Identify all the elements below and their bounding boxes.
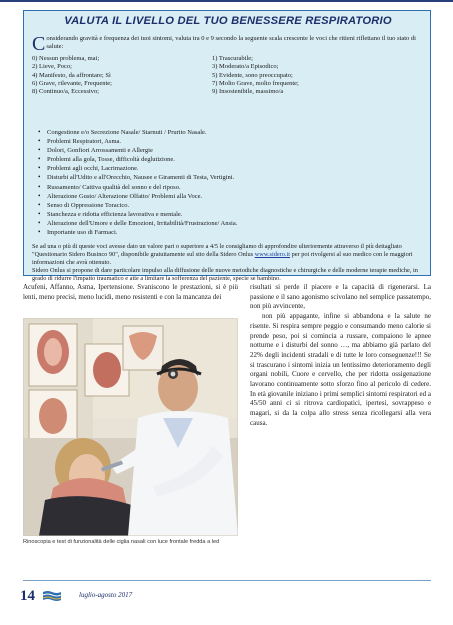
symptom-list xyxy=(38,128,423,237)
scale-item: 2) Lieve, Poco; xyxy=(32,63,72,71)
symptom-item: • Importante uso di Farmaci. xyxy=(38,228,423,237)
photo-illustration xyxy=(23,318,238,536)
footer-rule xyxy=(23,580,431,581)
symptom-item: • Senso di Oppressione Toracico. xyxy=(38,201,423,210)
body-paragraph: non più appagante, infine si abbandona e la salute ne risente. Si respira sempre peggio e consumando meno calorie si prende peso, poi si comincia a russare, compaiono le apnee notturne e i disturbi del sonno …, ma abbiamo già parlato del 22% degli incidenti stradali e di tutte le loro conseguenze!!! Se si trascurano i sintomi inizia un lentissimo deterioramento degli organi nobili, Cuore e cervello, che per ridotta ossigenazione lavorano continuamente sotto sforzo fino al pericolo di cedere. In età giovanile iniziano i primi semplici sintomi respiratori ed a 45/50 anni ci si ritrova cardiopatici, ipertesi, sovrappeso e magari, si da la colpa allo stress senza ricollegarsi alla vera causa. xyxy=(250,312,431,427)
symptom-item: • Alterazione dell'Umore e delle Emozioni, Irritabilità/Frustrazione/ Ansia. xyxy=(38,219,423,228)
photo-caption: Rinoscopia e test di funzionalità delle ciglia nasali con luce frontale fredda a led xyxy=(23,539,220,545)
intro-text: onsiderando gravità e frequenza dei tuoi sintomi, valuta tra 0 e 9 secondo la seguente scala crescente le voci che ritieni riflettano il tuo stato di salute: xyxy=(46,35,416,51)
scale-item: 5) Evidente, sono preoccupato; xyxy=(212,71,293,79)
scale-item: 3) Moderato/a Episodico; xyxy=(212,63,279,71)
page-number: 14 xyxy=(20,588,35,604)
symptom-item: • Disturbi all'Udito e all'Orecchio, Nausee e Giramenti di Testa, Vertigini. xyxy=(38,173,423,182)
top-rule xyxy=(0,0,453,2)
box-intro xyxy=(32,33,424,55)
note-text: per poi rivolgersi al suo medico con le maggiori informazioni che avrà ottenuto. xyxy=(32,250,413,266)
left-column-text xyxy=(23,283,238,302)
sidero-logo-icon xyxy=(42,590,62,602)
sidero-link[interactable]: www.sidero.it xyxy=(254,250,290,258)
symptom-item: • Problemi agli occhi, Lacrimazione. xyxy=(38,164,423,173)
scale-item: 0) Nessun problema, mai; xyxy=(32,55,100,62)
symptom-item: • Problemi alla gola, Tosse, difficoltà deglutizione. xyxy=(38,155,423,164)
box-title: VALUTA IL LIVELLO DEL TUO BENESSERE RESPIRATORIO xyxy=(64,15,392,27)
scale-item: 1) Trascurabile; xyxy=(212,55,253,62)
rhinoscopy-photo xyxy=(23,318,238,536)
symptom-item: • Dolori, Gonfiori Arrossamenti e Allergie xyxy=(38,146,423,155)
body-paragraph: risultati si perde il piacere e la capacità di rigenerarsi. La passione e il sano agonismo scivolano nel semplice passatempo, non più avvincente, xyxy=(250,283,431,311)
note-paragraph: Sidero Onlus si propone di dare particolare impulso alla diffusione delle nuove metodiche diagnostiche e chirurgiche e delle moderne terapie mediche, in grado di ridurre l'impatto traumatico e atte a limitare la sofferenza del paziente, specie se bambino. xyxy=(32,266,418,282)
issue-date: luglio-agosto 2017 xyxy=(79,591,133,599)
symptom-item: • Congestione e/o Secrezione Nasale/ Starnuti / Prurito Nasale. xyxy=(38,128,423,137)
body-paragraph: Acufeni, Affanno, Asma, Ipertensione. Svaniscono le prestazioni, si è più lenti, meno precisi, meno lucidi, meno resistenti e con la mancanza dei xyxy=(23,283,238,301)
note-paragraph xyxy=(32,243,424,267)
note-text: Se ad una o più di queste voci avesse dato un valore pari o superiore a 4/5 le consigliamo di approfondire ulteriormente attraverso il più dettagliato "Questionario Sidero Businco 90", disponibile gratuitamente sul sito della Sidero Onlus xyxy=(32,243,402,258)
scale-item: 6) Grave, rilevante, Frequente; xyxy=(32,79,112,87)
drop-cap: C xyxy=(32,33,46,55)
box-note xyxy=(32,243,424,283)
scale-item: 8) Continuo/a, Eccessivo; xyxy=(32,88,99,96)
symptom-item: • Problemi Respiratori, Asma. xyxy=(38,137,423,146)
scale-item: 7) Molto Grave, molto frequente; xyxy=(212,79,299,87)
scale-item: 4) Manifesto, da affrontare; Sì xyxy=(32,71,111,79)
symptom-item: • Russamento/ Cattiva qualità del sonno e del riposo. xyxy=(38,183,423,192)
symptom-item: • Alterazione Gusto/ Alterazione Olfatto/ Problemi alla Voce. xyxy=(38,192,423,201)
right-column-text xyxy=(250,283,431,429)
scale-item: 9) Insostenibile, massimo/a xyxy=(212,88,284,96)
severity-scale xyxy=(32,55,424,96)
symptom-item: • Stanchezza e ridotta efficienza lavorativa e mentale. xyxy=(38,210,423,219)
questionnaire-box xyxy=(23,10,431,282)
